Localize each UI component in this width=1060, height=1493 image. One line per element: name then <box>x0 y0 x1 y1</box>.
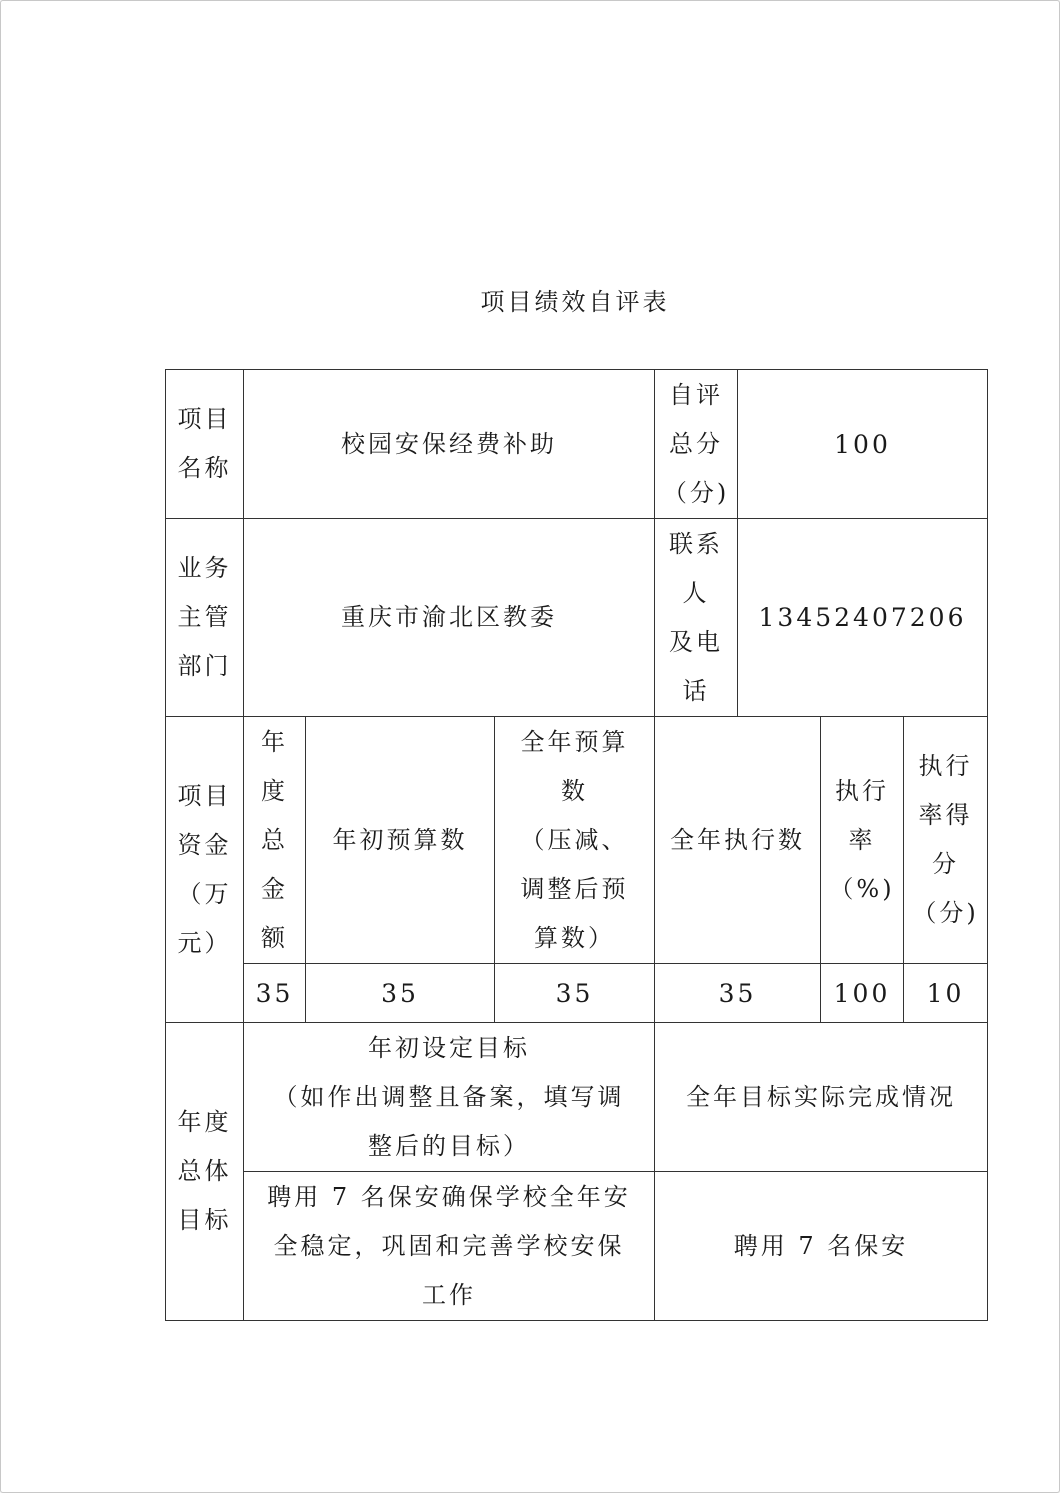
rate-score-header: 执行 率得 分 （分) <box>904 717 988 964</box>
goals-header-row <box>166 1023 988 1172</box>
actual-completion-header: 全年目标实际完成情况 <box>655 1023 988 1172</box>
actual-completion-content: 聘用 7 名保安 <box>655 1172 988 1321</box>
funds-values-row <box>166 964 988 1023</box>
performance-table <box>165 369 988 1321</box>
exec-rate-value: 100 <box>821 964 904 1023</box>
initial-goal-header: 年初设定目标 （如作出调整且备案，填写调 整后的目标） <box>244 1023 655 1172</box>
contact-label: 联系 人 及电 话 <box>655 519 738 717</box>
department-row <box>166 519 988 717</box>
exec-rate-header: 执行 率 （%) <box>821 717 904 964</box>
annual-total-header: 年 度 总 金 额 <box>244 717 306 964</box>
document-title: 项目绩效自评表 <box>480 288 670 316</box>
rate-score-value: 10 <box>904 964 988 1023</box>
full-year-exec-header: 全年执行数 <box>655 717 821 964</box>
initial-goal-content: 聘用 7 名保安确保学校全年安 全稳定，巩固和完善学校安保 工作 <box>244 1172 655 1321</box>
initial-budget-header: 年初预算数 <box>306 717 495 964</box>
annual-total-value: 35 <box>244 964 306 1023</box>
project-name-value: 校园安保经费补助 <box>244 370 655 519</box>
department-label: 业务 主管 部门 <box>166 519 244 717</box>
full-year-budget-header: 全年预算 数 （压减、 调整后预 算数） <box>495 717 655 964</box>
self-score-value: 100 <box>738 370 988 519</box>
department-value: 重庆市渝北区教委 <box>244 519 655 717</box>
project-name-label: 项目 名称 <box>166 370 244 519</box>
goals-label: 年度 总体 目标 <box>166 1023 244 1321</box>
full-year-budget-value: 35 <box>495 964 655 1023</box>
contact-phone-value: 13452407206 <box>738 519 988 717</box>
initial-budget-value: 35 <box>306 964 495 1023</box>
project-name-row <box>166 370 988 519</box>
funds-label: 项目 资金 （万 元） <box>166 717 244 1023</box>
full-year-exec-value: 35 <box>655 964 821 1023</box>
funds-header-row <box>166 717 988 964</box>
goals-content-row <box>166 1172 988 1321</box>
self-score-label: 自评 总分 （分) <box>655 370 738 519</box>
